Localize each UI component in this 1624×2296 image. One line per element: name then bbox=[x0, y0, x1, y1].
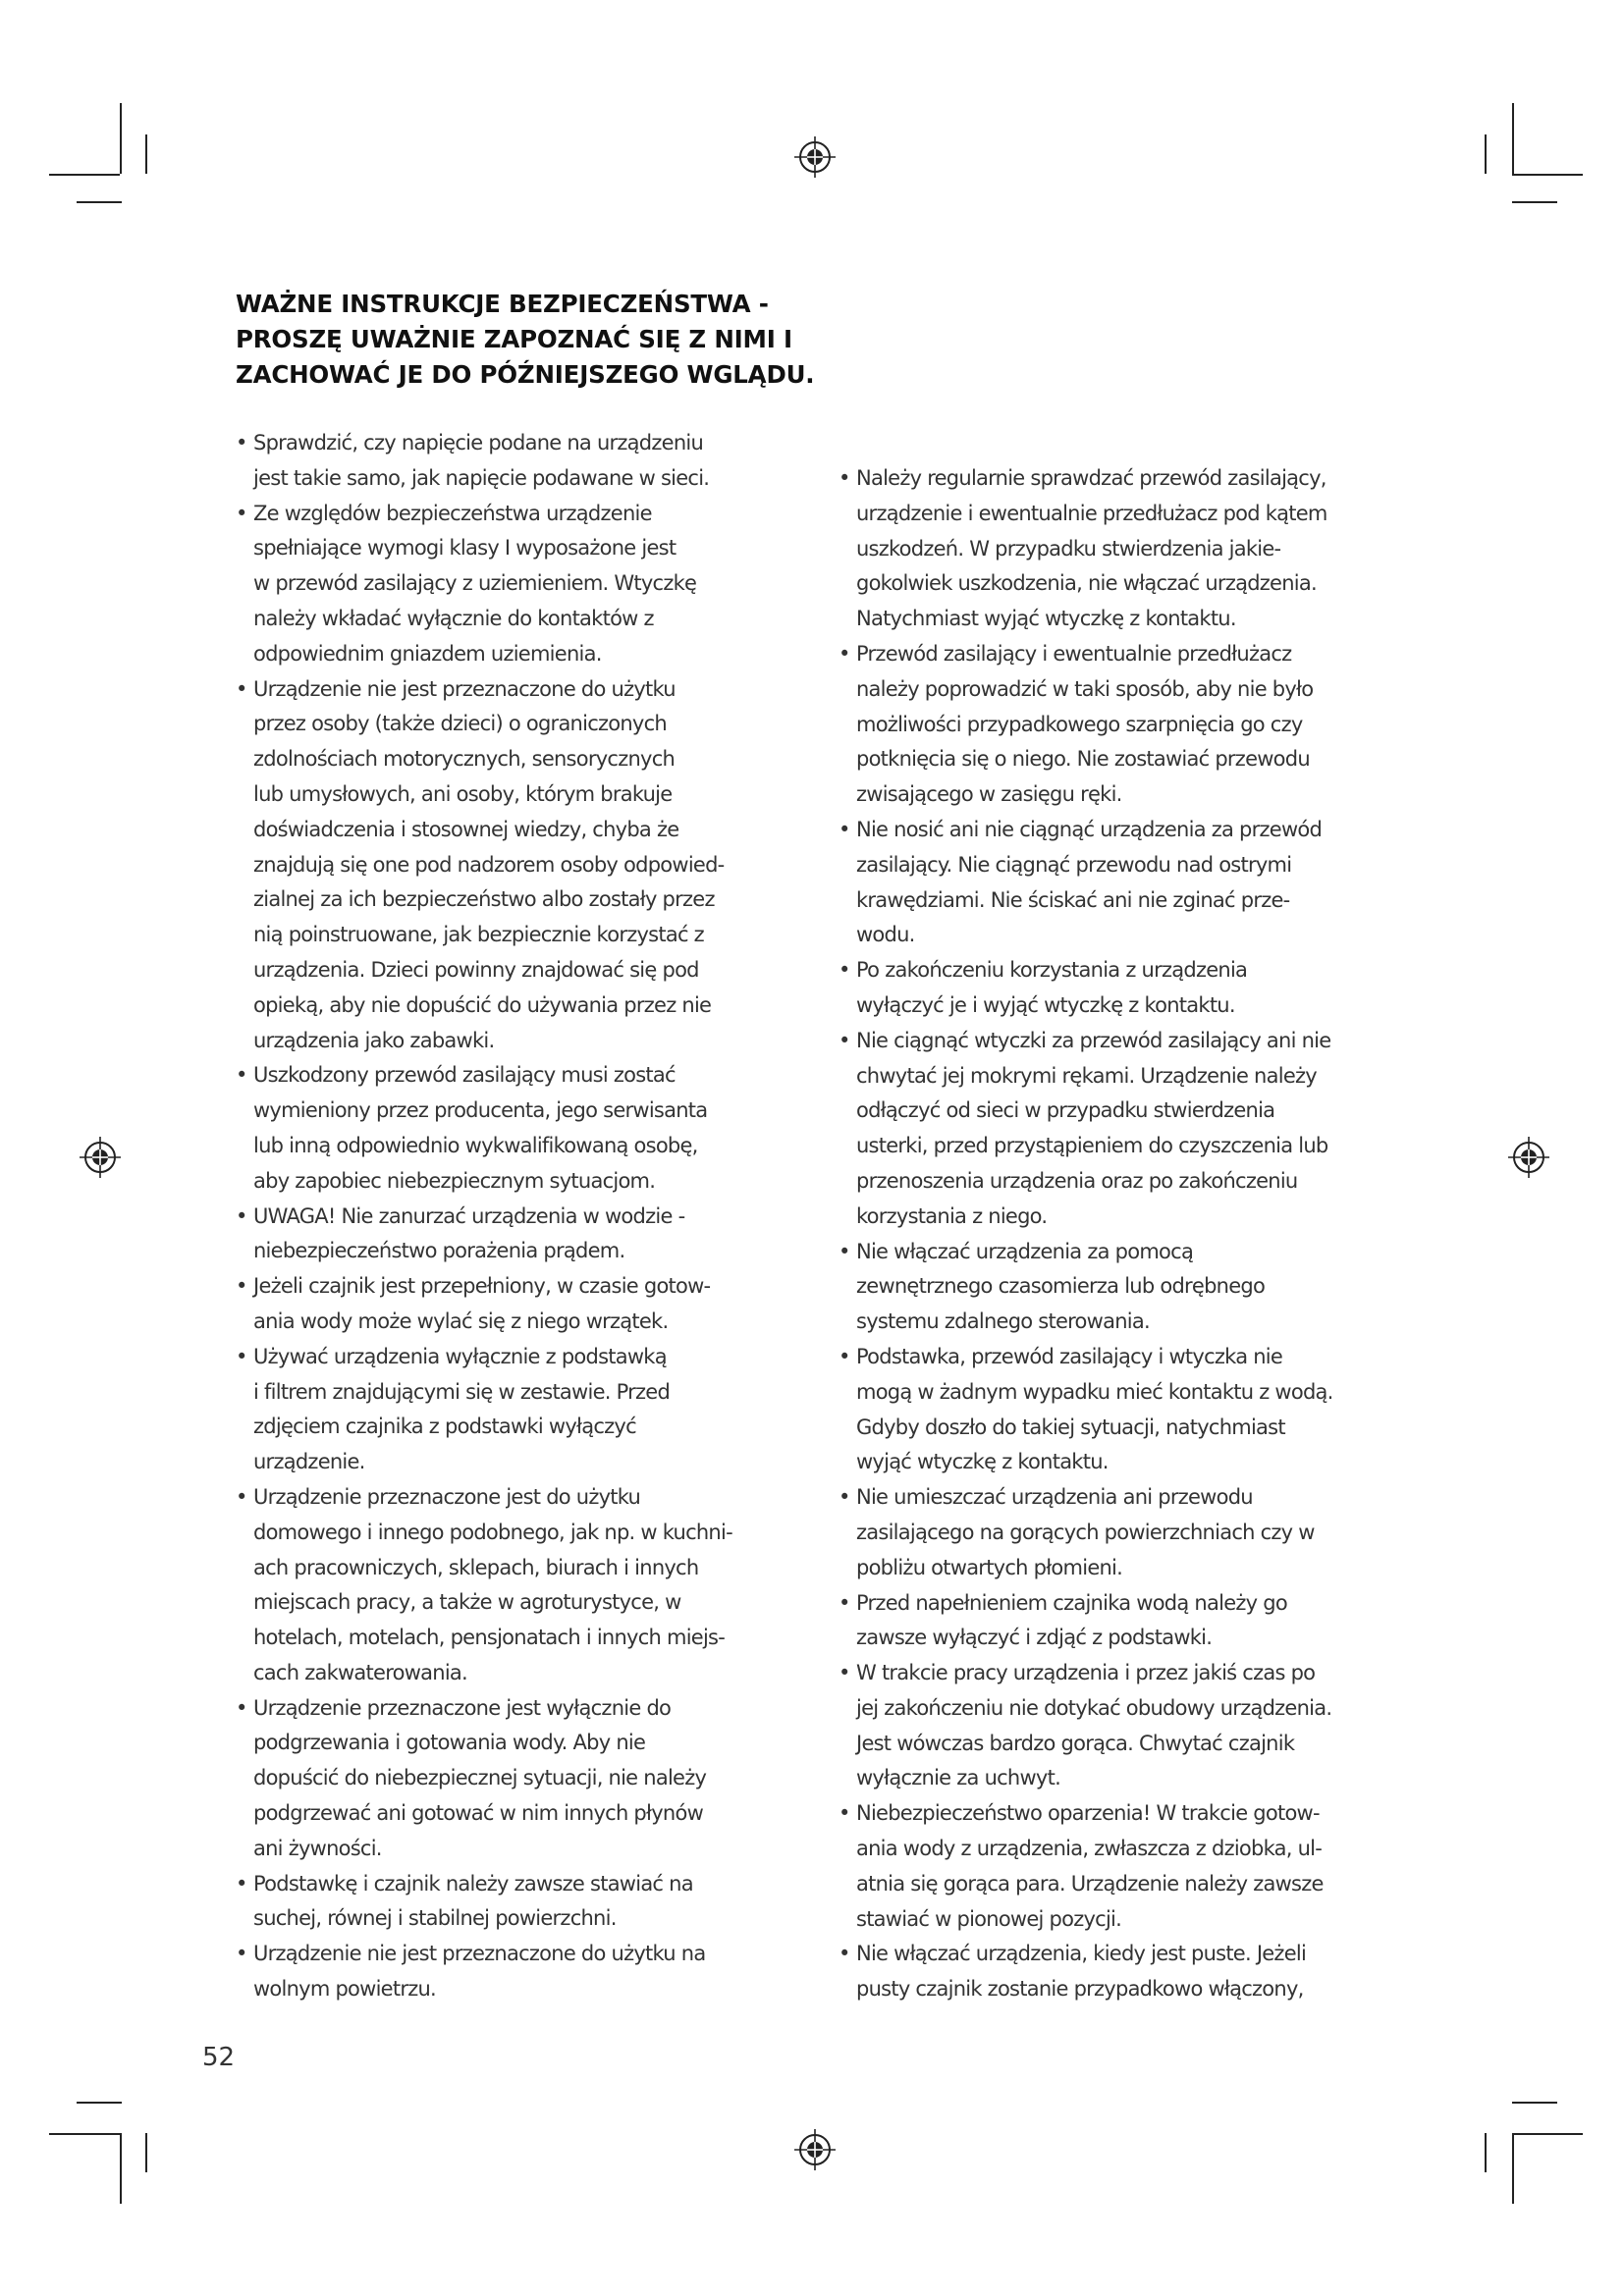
instruction-line: • Nie włączać urządzenia, kiedy jest puste. Jeżeli bbox=[856, 1942, 1307, 1966]
instruction-line: zawsze wyłączyć i zdjąć z podstawki. bbox=[856, 1626, 1213, 1650]
crop-mark bbox=[49, 174, 120, 176]
instruction-line: zdolnościach motorycznych, sensorycznych bbox=[253, 747, 676, 772]
instruction-line: przenoszenia urządzenia oraz po zakończeniu bbox=[856, 1168, 1298, 1193]
instructions-left-column bbox=[236, 426, 805, 2007]
instruction-line: korzystania z niego. bbox=[856, 1203, 1048, 1228]
instruction-item bbox=[236, 1058, 805, 1199]
instruction-item bbox=[839, 637, 1408, 813]
crop-mark bbox=[145, 2133, 147, 2172]
instruction-line: jest takie samo, jak napięcie podawane w sieci. bbox=[253, 465, 710, 490]
instruction-item bbox=[236, 672, 805, 1059]
instruction-line: ach pracowniczych, sklepach, biurach i innych bbox=[253, 1555, 699, 1579]
instruction-item bbox=[236, 1937, 805, 2007]
instruction-line: pobliżu otwartych płomieni. bbox=[856, 1555, 1123, 1579]
instruction-line: zialnej za ich bezpieczeństwo albo zostały przez bbox=[253, 887, 715, 912]
instruction-line: systemu zdalnego sterowania. bbox=[856, 1309, 1150, 1334]
instruction-line: urządzenia. Dzieci powinny znajdować się pod bbox=[253, 957, 699, 982]
instruction-line: • Po zakończeniu korzystania z urządzenia bbox=[856, 958, 1248, 983]
instruction-line: • Jeżeli czajnik jest przepełniony, w czasie gotow- bbox=[253, 1274, 711, 1299]
instruction-line: jej zakończeniu nie dotykać obudowy urządzenia. bbox=[856, 1695, 1332, 1720]
instruction-line: • Nie włączać urządzenia za pomocą bbox=[856, 1239, 1194, 1263]
crop-mark bbox=[1512, 2133, 1514, 2204]
instruction-line: lub umysłowych, ani osoby, którym brakuje bbox=[253, 781, 673, 806]
instruction-line: dopuścić do niebezpiecznej sytuacji, nie należy bbox=[253, 1766, 707, 1790]
instruction-line: w przewód zasilający z uziemieniem. Wtyczkę bbox=[253, 571, 697, 596]
instruction-item bbox=[839, 1480, 1408, 1585]
instruction-line: • Urządzenie przeznaczone jest do użytku bbox=[253, 1484, 641, 1509]
crop-mark bbox=[1485, 134, 1487, 174]
instruction-line: Gdyby doszło do takiej sytuacji, natychmiast bbox=[856, 1415, 1285, 1439]
crop-mark bbox=[120, 2133, 122, 2204]
crop-mark bbox=[1485, 2133, 1487, 2172]
instruction-line: • Urządzenie nie jest przeznaczone do użytku na bbox=[253, 1942, 706, 1966]
instruction-line: podgrzewać ani gotować w nim innych płynów bbox=[253, 1801, 703, 1826]
instruction-line: wodu. bbox=[856, 923, 915, 947]
crop-mark bbox=[1512, 2102, 1557, 2104]
instruction-line: spełniające wymogi klasy I wyposażone jest bbox=[253, 536, 677, 561]
instruction-item bbox=[839, 1937, 1408, 2007]
instruction-line: zasilającego na gorących powierzchniach czy w bbox=[856, 1520, 1315, 1544]
instruction-line: ania wody z urządzenia, zwłaszcza z dziobka, ul- bbox=[856, 1837, 1323, 1861]
instruction-item bbox=[236, 1269, 805, 1340]
instruction-line: wyjąć wtyczkę z kontaktu. bbox=[856, 1450, 1109, 1474]
instruction-line: zasilający. Nie ciągnąć przewodu nad ostrymi bbox=[856, 852, 1292, 877]
registration-mark-icon bbox=[793, 135, 837, 179]
instruction-line: wymieniony przez producenta, jego serwisanta bbox=[253, 1098, 708, 1123]
instruction-line: urządzenie i ewentualnie przedłużacz pod kątem bbox=[856, 501, 1327, 525]
instruction-line: przez osoby (także dzieci) o ograniczonych bbox=[253, 712, 667, 736]
instruction-item bbox=[839, 1586, 1408, 1657]
instruction-line: • Nie ciągnąć wtyczki za przewód zasilający ani nie bbox=[856, 1028, 1331, 1052]
instruction-line: uszkodzeń. W przypadku stwierdzenia jakie- bbox=[856, 536, 1281, 561]
instruction-line: • Urządzenie przeznaczone jest wyłącznie do bbox=[253, 1695, 672, 1720]
crop-mark bbox=[145, 134, 147, 174]
instruction-item bbox=[236, 1691, 805, 1867]
instruction-line: zwisającego w zasięgu ręki. bbox=[856, 782, 1122, 807]
instruction-line: gokolwiek uszkodzenia, nie włączać urządzenia. bbox=[856, 571, 1317, 596]
crop-mark bbox=[1512, 103, 1514, 174]
instruction-line: urządzenia jako zabawki. bbox=[253, 1028, 495, 1052]
instruction-line: możliwości przypadkowego szarpnięcia go czy bbox=[856, 712, 1303, 736]
instruction-line: ani żywności. bbox=[253, 1836, 382, 1860]
heading-line: ZACHOWAĆ JE DO PÓŹNIEJSZEGO WGLĄDU. bbox=[236, 360, 815, 389]
instruction-item bbox=[236, 1867, 805, 1938]
instruction-line: aby zapobiec niebezpiecznym sytuacjom. bbox=[253, 1168, 656, 1193]
instruction-line: krawędziami. Nie ściskać ani nie zginać prze- bbox=[856, 887, 1290, 912]
crop-mark bbox=[1512, 174, 1583, 176]
crop-mark bbox=[77, 2102, 122, 2104]
instruction-line: nią poinstruowane, jak bezpiecznie korzystać z bbox=[253, 923, 704, 947]
instruction-line: i filtrem znajdującymi się w zestawie. Przed bbox=[253, 1379, 671, 1404]
crop-mark bbox=[120, 103, 122, 174]
instruction-line: • Należy regularnie sprawdzać przewód zasilający, bbox=[856, 466, 1326, 490]
instruction-item bbox=[236, 497, 805, 672]
instruction-line: • W trakcie pracy urządzenia i przez jakiś czas po bbox=[856, 1661, 1316, 1685]
registration-mark-icon bbox=[793, 2128, 837, 2171]
instruction-line: • UWAGA! Nie zanurzać urządzenia w wodzie - bbox=[253, 1203, 685, 1228]
instruction-item bbox=[236, 426, 805, 497]
instruction-item bbox=[236, 1480, 805, 1691]
instruction-line: pusty czajnik zostanie przypadkowo włączony, bbox=[856, 1977, 1304, 2002]
instruction-line: • Podstawkę i czajnik należy zawsze stawiać na bbox=[253, 1871, 693, 1896]
instruction-line: chwytać jej mokrymi rękami. Urządzenie należy bbox=[856, 1063, 1317, 1088]
instruction-item bbox=[839, 813, 1408, 953]
instruction-item bbox=[839, 1024, 1408, 1235]
instruction-line: Jest wówczas bardzo gorąca. Chwytać czajnik bbox=[856, 1731, 1295, 1755]
instruction-line: • Nie nosić ani nie ciągnąć urządzenia za przewód bbox=[856, 817, 1323, 841]
instruction-line: lub inną odpowiednio wykwalifikowaną osobę, bbox=[253, 1133, 698, 1157]
crop-mark bbox=[1512, 201, 1557, 203]
instruction-item bbox=[236, 1200, 805, 1270]
instruction-line: opieką, aby nie dopuścić do używania przez nie bbox=[253, 992, 712, 1017]
instruction-line: • Przewód zasilający i ewentualnie przedłużacz bbox=[856, 641, 1292, 666]
instruction-line: Natychmiast wyjąć wtyczkę z kontaktu. bbox=[856, 607, 1236, 631]
instruction-line: • Urządzenie nie jest przeznaczone do użytku bbox=[253, 676, 676, 701]
instruction-line: • Ze względów bezpieczeństwa urządzenie bbox=[253, 501, 652, 525]
instruction-item bbox=[236, 1340, 805, 1480]
instruction-item bbox=[839, 1656, 1408, 1796]
registration-mark-icon bbox=[79, 1136, 122, 1179]
instruction-line: domowego i innego podobnego, jak np. w kuchni- bbox=[253, 1520, 732, 1544]
page-number: 52 bbox=[202, 2043, 236, 2072]
instruction-item bbox=[839, 1340, 1408, 1480]
instruction-item bbox=[839, 1796, 1408, 1937]
instruction-line: suchej, równej i stabilnej powierzchni. bbox=[253, 1906, 617, 1931]
instruction-line: znajdują się one pod nadzorem osoby odpowied- bbox=[253, 852, 725, 877]
instruction-line: odłączyć od sieci w przypadku stwierdzenia bbox=[856, 1098, 1275, 1123]
instruction-item bbox=[839, 461, 1408, 637]
crop-mark bbox=[1512, 2133, 1583, 2135]
instruction-line: ania wody może wylać się z niego wrzątek. bbox=[253, 1308, 669, 1333]
instruction-line: odpowiednim gniazdem uziemienia. bbox=[253, 641, 602, 666]
instruction-line: podgrzewania i gotowania wody. Aby nie bbox=[253, 1731, 646, 1755]
instruction-line: zdjęciem czajnika z podstawki wyłączyć bbox=[253, 1415, 636, 1439]
instruction-line: cach zakwaterowania. bbox=[253, 1660, 467, 1684]
instruction-line: niebezpieczeństwo porażenia prądem. bbox=[253, 1239, 625, 1263]
instruction-line: • Podstawka, przewód zasilający i wtyczka nie bbox=[856, 1344, 1283, 1368]
instruction-line: należy wkładać wyłącznie do kontaktów z bbox=[253, 606, 654, 630]
instruction-line: • Przed napełnieniem czajnika wodą należy go bbox=[856, 1590, 1287, 1615]
instructions-right-column bbox=[839, 461, 1408, 2007]
heading-line: PROSZĘ UWAŻNIE ZAPOZNAĆ SIĘ Z NIMI I bbox=[236, 325, 792, 353]
instruction-line: doświadczenia i stosownej wiedzy, chyba że bbox=[253, 817, 679, 841]
instruction-line: wyłączyć je i wyjąć wtyczkę z kontaktu. bbox=[856, 992, 1235, 1017]
instruction-line: hotelach, motelach, pensjonatach i innych miejs- bbox=[253, 1626, 726, 1650]
instruction-line: zewnętrznego czasomierza lub odrębnego bbox=[856, 1274, 1266, 1299]
instruction-line: należy poprowadzić w taki sposób, aby nie było bbox=[856, 676, 1314, 701]
instruction-item bbox=[839, 1235, 1408, 1340]
page-heading bbox=[236, 287, 825, 393]
instruction-line: wyłącznie za uchwyt. bbox=[856, 1766, 1060, 1790]
instruction-line: • Niebezpieczeństwo oparzenia! W trakcie gotow- bbox=[856, 1801, 1320, 1826]
instruction-line: potknięcia się o niego. Nie zostawiać przewodu bbox=[856, 747, 1310, 772]
instruction-line: • Nie umieszczać urządzenia ani przewodu bbox=[856, 1485, 1253, 1510]
registration-mark-icon bbox=[1507, 1136, 1550, 1179]
instruction-line: usterki, przed przystąpieniem do czyszczenia lub bbox=[856, 1134, 1328, 1158]
instruction-line: wolnym powietrzu. bbox=[253, 1977, 436, 2002]
instruction-line: urządzenie. bbox=[253, 1450, 365, 1474]
instruction-line: atnia się gorąca para. Urządzenie należy zawsze bbox=[856, 1871, 1324, 1896]
instruction-line: stawiać w pionowej pozycji. bbox=[856, 1906, 1122, 1931]
instruction-line: • Uszkodzony przewód zasilający musi zostać bbox=[253, 1063, 676, 1088]
heading-line: WAŻNE INSTRUKCJE BEZPIECZEŃSTWA - bbox=[236, 290, 769, 318]
instruction-line: • Sprawdzić, czy napięcie podane na urządzeniu bbox=[253, 431, 704, 454]
instruction-line: miejscach pracy, a także w agroturystyce, w bbox=[253, 1590, 681, 1615]
crop-mark bbox=[49, 2133, 120, 2135]
crop-mark bbox=[77, 201, 122, 203]
instruction-line: • Używać urządzenia wyłącznie z podstawką bbox=[253, 1344, 667, 1368]
instruction-line: mogą w żadnym wypadku mieć kontaktu z wodą. bbox=[856, 1379, 1333, 1404]
instruction-item bbox=[839, 953, 1408, 1024]
